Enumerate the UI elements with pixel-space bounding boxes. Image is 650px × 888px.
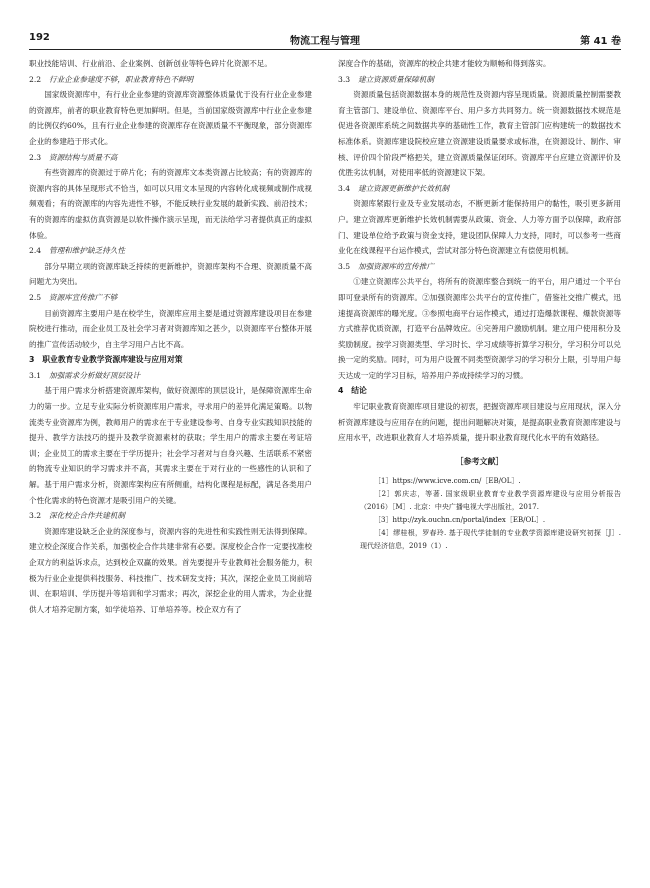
paragraph: 牢记职业教育资源库项目建设的初衷，把握资源库项目建设与应用现状，深入分析资源库建设与应用存在的问题，提出问题解决对策，是提高职业教育资源库建设与应用水平，改进职业教育人才培养质量，提升职业教育现代化水平的有效路径。 xyxy=(338,402,621,443)
right-column xyxy=(338,56,621,553)
subsection-heading xyxy=(29,290,312,306)
subsection-number: 3.3 xyxy=(338,74,351,84)
page-number: 192 xyxy=(29,32,50,43)
page-header xyxy=(29,32,621,48)
subsection-heading xyxy=(29,150,312,166)
left-column xyxy=(29,56,312,617)
subsection-title: 加强资源库的宣传推广 xyxy=(358,261,434,271)
subsection-number: 3.1 xyxy=(29,370,42,380)
paragraph: 基于用户需求分析搭建资源库架构，做好资源库的顶层设计，是保障资源库生命力的第一步。立足专业实际分析资源库用户需求，寻求用户的差异化满足策略。以物流类专业资源库为例，教师用户的需求在于专业建设参考、自身专业实践知识技能的提升、教学方法技巧的提升及教学资源素材的获取；学生用户的需求主要在考证培训；企业员工的需求主要在于学历提升；社会学习者对与自身兴趣、生活联系不紧密的物流专业知识的学习需求并不高，其需求主要在于对行业的一些感性的认识和了解。基于用户需求分析，资源库架构应有所侧重，结构化课程是标配，满足各类用户个性化需求的特色资源才是吸引用户的关键。 xyxy=(29,386,312,505)
subsection-heading xyxy=(338,181,621,197)
subsection-heading xyxy=(338,72,621,88)
paragraph: 国家级资源库中，有行业企业参建的资源库资源整体质量优于没有行业企业参建的资源库，前者的职业教育特色更加鲜明。但是，当前国家级资源库中行业企业参建的比例仅约60%，且有行业企业参建的资源库存在资源质量不平衡现象，部分资源库企业的参建趋于形式化。 xyxy=(29,90,312,146)
subsection-title: 行业企业参建度不够，职业教育特色不鲜明 xyxy=(49,74,194,84)
section-heading: 3 职业教育专业教学资源库建设与应用对策 xyxy=(29,355,183,365)
subsection-number: 3.2 xyxy=(29,511,42,521)
paragraph: ①建立资源库公共平台，将所有的资源库整合到统一的平台，用户通过一个平台即可登录所有的资源库。②加强资源库公共平台的宣传推广，借鉴社交推广模式，迅速提高资源库的曝光度。③参照电商平台运作模式，通过打造爆款课程、爆款资源等方式推荐优质资源，打造平台品牌效应。④完善用户激励机制。建立用户使用积分及奖励制度。按学习资源类型、学习时长、学习成绩等折算学习积分，学习积分可以兑换一定的奖励。同时，可为用户设置不同类型资源学习的学习积分上限，引导用户每天达成一定的学习目标，培养用户养成持续学习的习惯。 xyxy=(338,277,621,380)
section-heading: 4 结论 xyxy=(338,386,367,396)
subsection-number: 2.2 xyxy=(29,74,42,84)
paragraph: 职业技能培训、行业前沿、企业案例、创新创业等特色碎片化资源不足。 xyxy=(29,59,272,68)
paragraph: 资源库紧跟行业及专业发展动态，不断更新才能保持用户的黏性，吸引更多新用户。建立资源库更新维护长效机制需要从政策、资金、人力等方面予以保障，政府部门、建设单位给予政策与资金支持，建设团队保障人力支持，同时，可以参考一些商业化在线课程平台运作模式，尝试对部分特色资源建立有偿使用机制。 xyxy=(338,199,621,256)
subsection-heading xyxy=(29,243,312,259)
subsection-title: 管理和维护缺乏持久性 xyxy=(49,246,125,256)
subsection-number: 2.5 xyxy=(29,292,42,302)
subsection-title: 资源结构与质量不高 xyxy=(49,152,118,162)
reference-item: ［3］http://zyk.ouchn.cn/portal/index［EB/OL］. xyxy=(374,516,546,525)
subsection-number: 2.3 xyxy=(29,152,42,162)
journal-title: 物流工程与管理 xyxy=(290,36,360,47)
subsection-heading xyxy=(29,508,312,524)
subsection-title: 建立资源质量保障机制 xyxy=(358,74,434,84)
subsection-heading xyxy=(338,259,621,275)
reference-item: ［2］郭庆志，等著. 国家级职业教育专业教学资源库建设与应用分析报告（2016）［M］. 北京：中央广播电视大学出版社，2017. xyxy=(360,490,621,512)
header-rule xyxy=(29,49,621,50)
subsection-number: 2.4 xyxy=(29,246,42,256)
paragraph: 资源质量包括资源数据本身的规范性及资源内容呈现质量。资源质量控制需要教育主管部门、建设单位、资源库平台、用户多方共同努力。统一资源数据技术规范是促进各资源库系统之间数据共享的基础性工作，教育主管部门应构建统一的数据技术标准体系。资源库建设院校应建立资源建设质量要求或标准，在资源设计、制作、审核、评价四个阶段严格把关，建立资源质量保证闭环。资源库平台应建立资源评价及优胜劣汰机制，对使用率低的资源建议下架。 xyxy=(338,90,621,178)
reference-item: ［4］缪桂根，罗春玲. 基于现代学徒制的专业教学资源库建设研究初探［J］. 现代经济信息，2019（1）. xyxy=(360,529,621,551)
subsection-title: 建立资源更新维护长效机制 xyxy=(358,183,450,193)
subsection-number: 3.5 xyxy=(338,261,351,271)
paragraph: 资源库建设缺乏企业的深度参与，资源内容的先进性和实践性则无法得到保障。建立校企深度合作关系，加强校企合作共建非常有必要。深度校企合作一定要找准校企双方的利益诉求点，达到校企双赢的效果。首先要提升专业教师社会服务能力，积极为行业企业提供科技服务、科技推广、技术研发支持；其次，深挖企业员工岗前培训、在职培训、学历提升等培训和学习需求；再次，深挖企业的用人需求，为企业提供人才培养定制方案，如学徒培养、订单培养等。校企双方有了 xyxy=(29,526,312,614)
volume-label: 第 41 卷 xyxy=(580,36,621,47)
subsection-number: 3.4 xyxy=(338,183,351,193)
subsection-heading xyxy=(29,368,312,384)
subsection-heading xyxy=(29,72,312,88)
references-heading: ［参考文献］ xyxy=(455,456,504,466)
subsection-title: 深化校企合作共建机制 xyxy=(49,511,125,521)
paragraph: 深度合作的基础，资源库的校企共建才能较为顺畅和得到落实。 xyxy=(338,59,551,68)
reference-item: ［1］https://www.icve.com.cn/［EB/OL］. xyxy=(374,477,521,486)
paragraph: 部分早期立项的资源库缺乏持续的更新维护，资源库架构不合理、资源质量不高问题尤为突出。 xyxy=(29,261,312,287)
paragraph: 有些资源库的资源过于碎片化；有的资源库文本类资源占比较高；有的资源库的资源内容的具体呈现形式不恰当，如可以只用文本呈现的内容转化成视频或制作成视频观看；有的资源库的内容先进性不够，不能反映行业发展的最新实践、前沿技术；有的资源库的虚拟仿真资源是以软件操作演示呈现，而无法给学习者提供真正的虚拟体验。 xyxy=(29,168,312,240)
subsection-title: 资源库宣传推广不够 xyxy=(49,292,118,302)
subsection-title: 加强需求分析做好顶层设计 xyxy=(49,370,141,380)
paragraph: 目前资源库主要用户是在校学生，资源库应用主要是通过资源库建设项目在参建院校进行推动，而企业员工及社会学习者对资源库知之甚少，以资源库平台整体开展的推广宣传活动较少，自主学习用户占比不高。 xyxy=(29,308,312,349)
